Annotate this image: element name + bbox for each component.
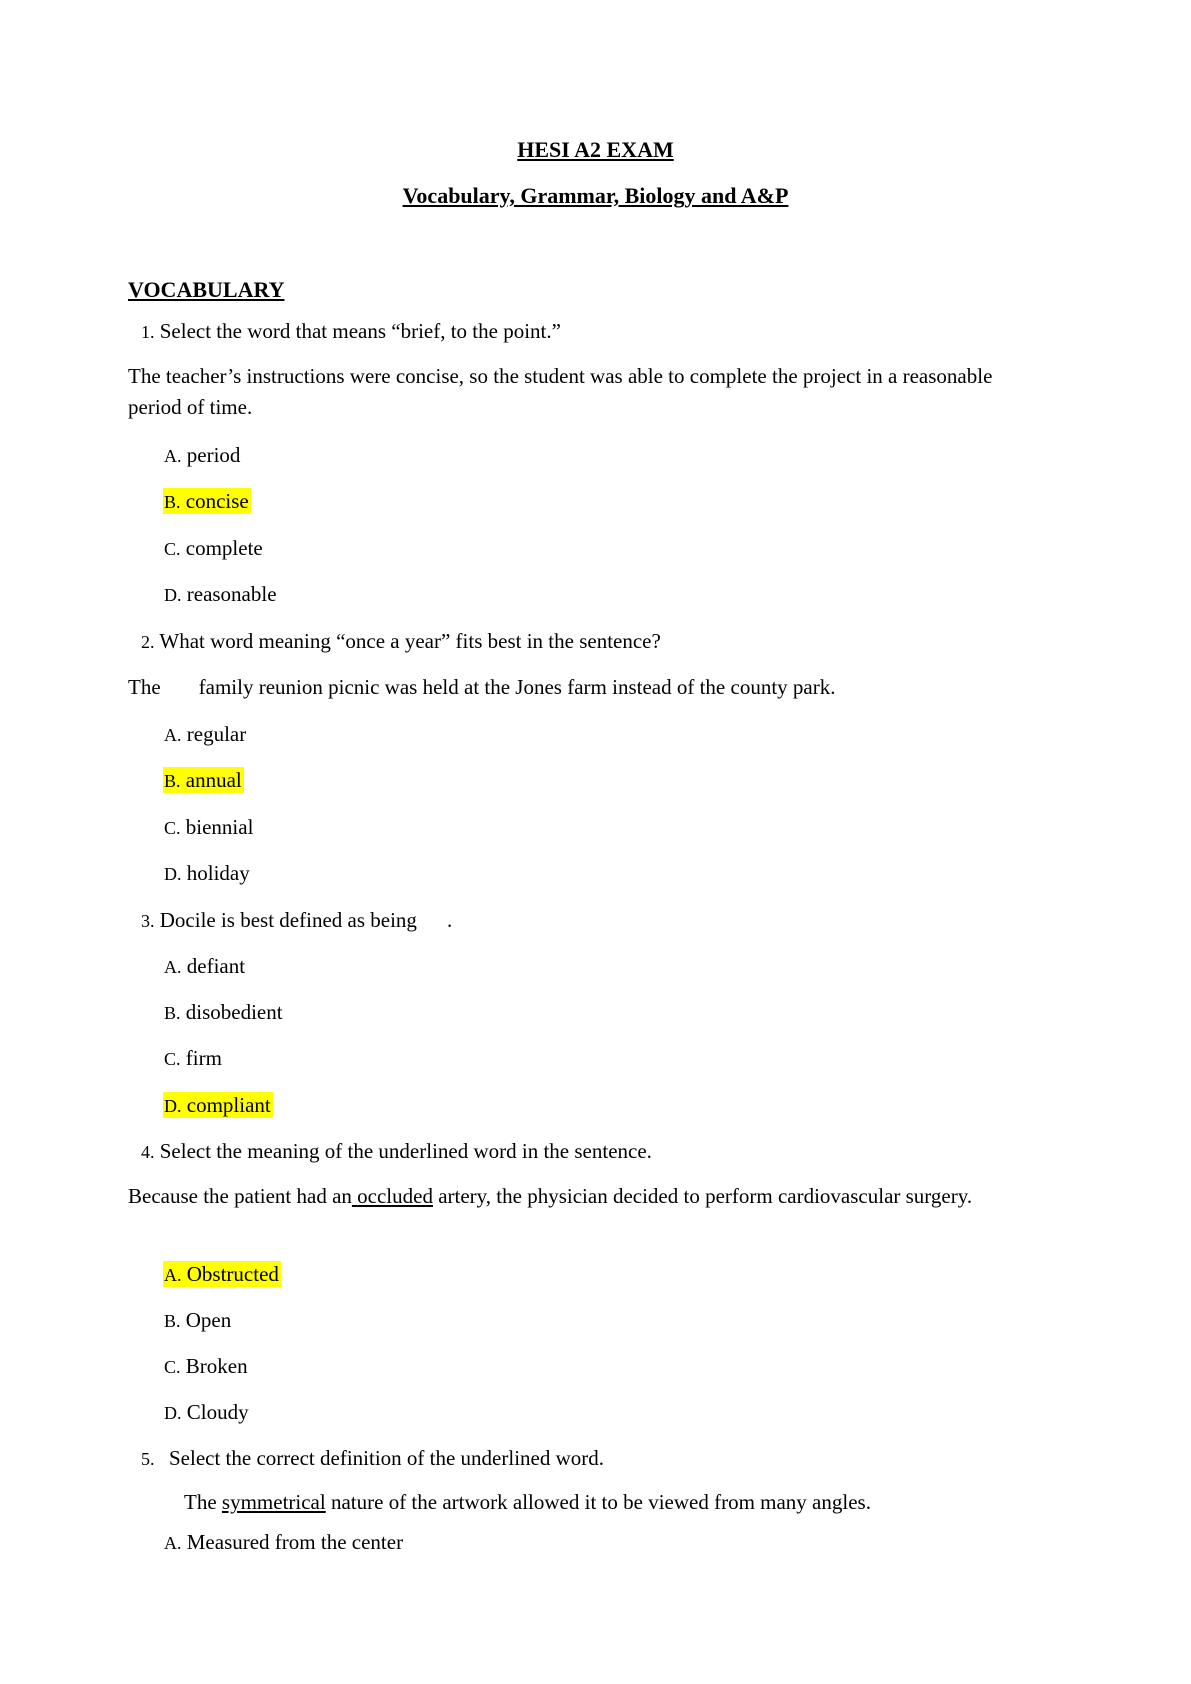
option-letter: D. — [164, 864, 182, 884]
option-letter: B. — [164, 1311, 181, 1331]
option-3a — [164, 951, 245, 981]
sentence-after: nature of the artwork allowed it to be viewed from many angles. — [330, 1490, 871, 1514]
option-2c — [164, 812, 253, 842]
page-title: HESI A2 EXAM — [517, 137, 674, 162]
option-text: firm — [185, 1046, 222, 1070]
question-number: 1. — [141, 322, 155, 342]
question-text: Select the meaning of the underlined word in the sentence. — [159, 1139, 652, 1163]
option-letter: A. — [164, 1265, 182, 1285]
option-text: annual — [185, 768, 242, 792]
question-1-sentence: The teacher’s instructions were concise, so the student was able to complete the project in a reasonable period of time. — [128, 364, 993, 419]
question-1-prompt — [141, 316, 561, 346]
option-text: concise — [185, 489, 249, 513]
answer-highlight — [163, 767, 244, 793]
question-text: Docile is best defined as being — [159, 908, 417, 932]
sentence-before: The — [184, 1490, 217, 1514]
option-2d — [164, 858, 250, 888]
question-number: 2. — [141, 632, 155, 652]
option-letter: C. — [164, 818, 181, 838]
option-text: Broken — [185, 1354, 248, 1378]
question-5-prompt — [141, 1443, 604, 1473]
answer-highlight — [163, 488, 251, 514]
option-text: disobedient — [185, 1000, 283, 1024]
question-text-end: . — [446, 908, 453, 932]
option-text: reasonable — [186, 582, 277, 606]
question-text: What word meaning “once a year” fits best in the sentence? — [159, 629, 661, 653]
sentence-end: family reunion picnic was held at the Jones farm instead of the county park. — [198, 675, 836, 699]
option-text: Cloudy — [186, 1400, 249, 1424]
option-1c — [164, 533, 263, 563]
underlined-word: symmetrical — [221, 1490, 326, 1514]
underlined-text: occluded — [357, 1184, 433, 1208]
answer-highlight — [163, 1261, 281, 1287]
option-text: Open — [185, 1308, 232, 1332]
question-text: Select the word that means “brief, to the point.” — [159, 319, 561, 343]
option-letter: C. — [164, 1049, 181, 1069]
option-1a — [164, 440, 240, 470]
option-2a — [164, 719, 246, 749]
option-text: Measured from the center — [186, 1530, 404, 1554]
option-4a-correct — [164, 1259, 281, 1289]
underlined-word — [352, 1184, 433, 1208]
question-number: 5. — [141, 1449, 155, 1469]
option-3b — [164, 997, 283, 1027]
option-text: regular — [186, 722, 247, 746]
sentence-before: Because the patient had an — [128, 1184, 352, 1208]
option-letter: B. — [164, 771, 181, 791]
question-2-sentence — [128, 672, 835, 702]
option-5a — [164, 1527, 403, 1557]
answer-highlight — [163, 1092, 273, 1118]
option-3c — [164, 1043, 222, 1073]
option-1b-correct — [164, 486, 251, 516]
option-letter: D. — [164, 585, 182, 605]
question-text: Select the correct definition of the underlined word. — [169, 1446, 605, 1470]
option-letter: A. — [164, 446, 182, 466]
option-2b-correct — [164, 765, 244, 795]
option-letter: B. — [164, 1003, 181, 1023]
option-letter: D. — [164, 1403, 182, 1423]
option-text: holiday — [186, 861, 250, 885]
question-2-prompt — [141, 626, 661, 656]
option-text: biennial — [185, 815, 254, 839]
section-heading: VOCABULARY — [128, 277, 285, 302]
question-3-prompt — [141, 905, 452, 935]
option-text: complete — [185, 536, 263, 560]
question-4-sentence — [128, 1181, 1033, 1212]
question-4-prompt — [141, 1136, 652, 1166]
question-number: 4. — [141, 1142, 155, 1162]
sentence-after: artery, the physician decided to perform cardiovascular surgery. — [438, 1184, 973, 1208]
option-text: compliant — [186, 1093, 271, 1117]
option-letter: A. — [164, 1533, 182, 1553]
option-text: period — [186, 443, 241, 467]
option-4c — [164, 1351, 248, 1381]
option-letter: C. — [164, 1357, 181, 1377]
option-letter: D. — [164, 1096, 182, 1116]
option-4b — [164, 1305, 231, 1335]
option-3d-correct — [164, 1090, 273, 1120]
question-number: 3. — [141, 911, 155, 931]
sentence-start: The — [128, 675, 161, 699]
option-letter: A. — [164, 957, 182, 977]
question-5-sentence — [184, 1487, 871, 1517]
page-subtitle: Vocabulary, Grammar, Biology and A&P — [402, 183, 789, 208]
option-1d — [164, 579, 277, 609]
option-text: Obstructed — [186, 1262, 279, 1286]
option-letter: C. — [164, 539, 181, 559]
option-letter: A. — [164, 725, 182, 745]
option-text: defiant — [186, 954, 246, 978]
option-letter: B. — [164, 492, 181, 512]
option-4d — [164, 1397, 249, 1427]
